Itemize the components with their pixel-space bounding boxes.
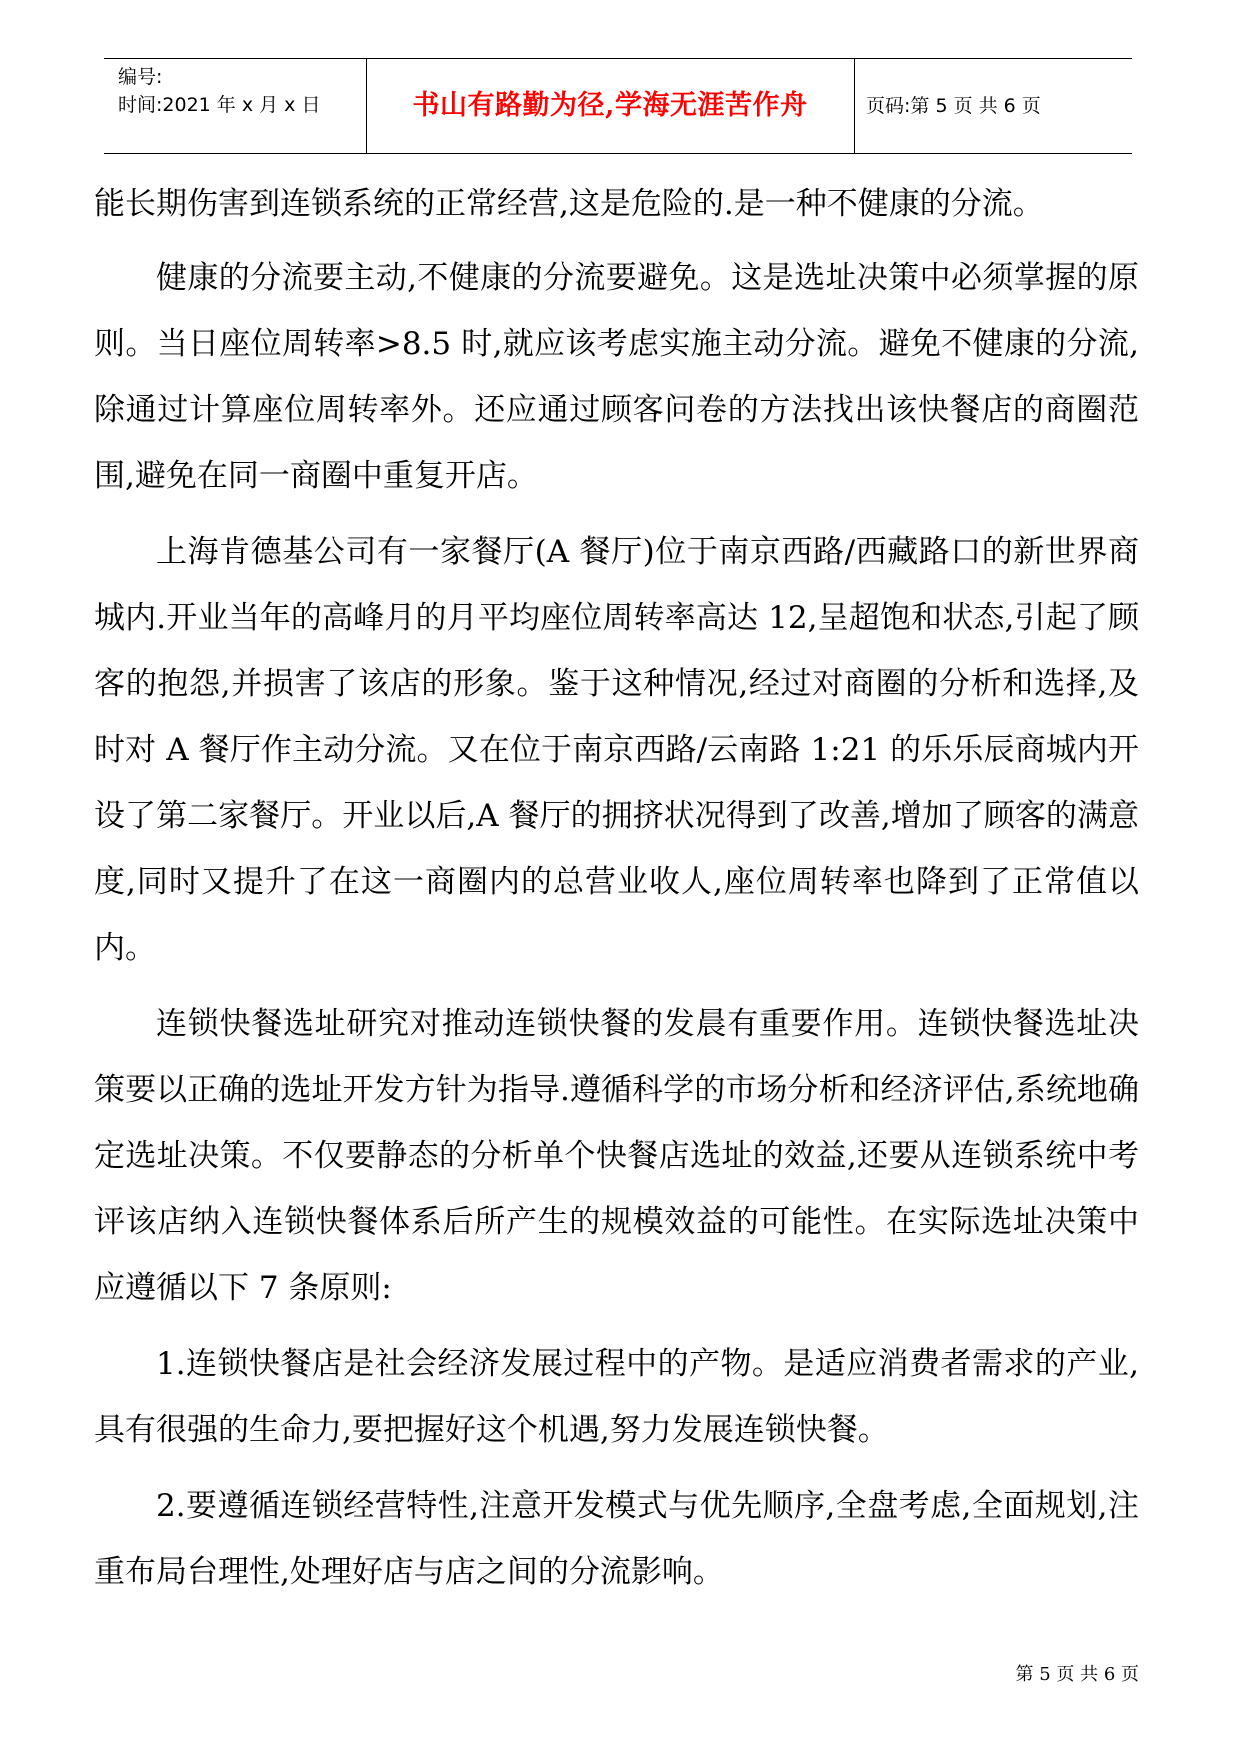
- date-label: 时间:2021 年 x 月 x 日: [118, 94, 321, 116]
- header-divider-right: [854, 59, 855, 153]
- page-header: [104, 58, 1132, 154]
- paragraph-continuation: 能长期伤害到连锁系统的正常经营,这是危险的.是一种不健康的分流。: [94, 186, 1044, 222]
- paragraph: 健康的分流要主动,不健康的分流要避免。这是选址决策中必须掌握的原则。当日座位周转率>8.5 时,就应该考虑实施主动分流。避免不健康的分流,除通过计算座位周转率外。还应通过顾客问卷的方法找出该快餐店的商圈范围,避免在同一商圈中重复开店。: [94, 260, 1139, 494]
- paragraph: 上海肯德基公司有一家餐厅(A 餐厅)位于南京西路/西藏路口的新世界商城内.开业当年的高峰月的月平均座位周转率高达 12,呈超饱和状态,引起了顾客的抱怨,并损害了该店的形象。鉴于这种情况,经过对商圈的分析和选择,及时对 A 餐厅作主动分流。又在位于南京西路/云南路 1:21 的乐乐辰商城内开设了第二家餐厅。开业以后,A 餐厅的拥挤状况得到了改善,增加了顾客的满意度,同时又提升了在这一商圈内的总营业收人,座位周转率也降到了正常值以内。: [94, 534, 1139, 966]
- serial-number-label: 编号:: [118, 66, 163, 88]
- header-page-number: 页码:第 5 页 共 6 页: [866, 95, 1041, 117]
- list-item-2: 2.要遵循连锁经营特性,注意开发模式与优先顺序,全盘考虑,全面规划,注重布局台理性,处理好店与店之间的分流影响。: [94, 1488, 1139, 1590]
- list-item-1: 1.连锁快餐店是社会经济发展过程中的产物。是适应消费者需求的产业,具有很强的生命力,要把握好这个机遇,努力发展连锁快餐。: [94, 1346, 1139, 1448]
- page-footer: 第 5 页 共 6 页: [1015, 1664, 1139, 1685]
- header-motto: 书山有路勤为径,学海无涯苦作舟: [412, 90, 808, 121]
- paragraph: 连锁快餐选址研究对推动连锁快餐的发晨有重要作用。连锁快餐选址决策要以正确的选址开发方针为指导.遵循科学的市场分析和经济评估,系统地确定选址决策。不仅要静态的分析单个快餐店选址的效益,还要从连锁系统中考评该店纳入连锁快餐体系后所产生的规模效益的可能性。在实际选址决策中应遵循以下 7 条原则:: [94, 1006, 1139, 1306]
- document-body: [94, 171, 1139, 1605]
